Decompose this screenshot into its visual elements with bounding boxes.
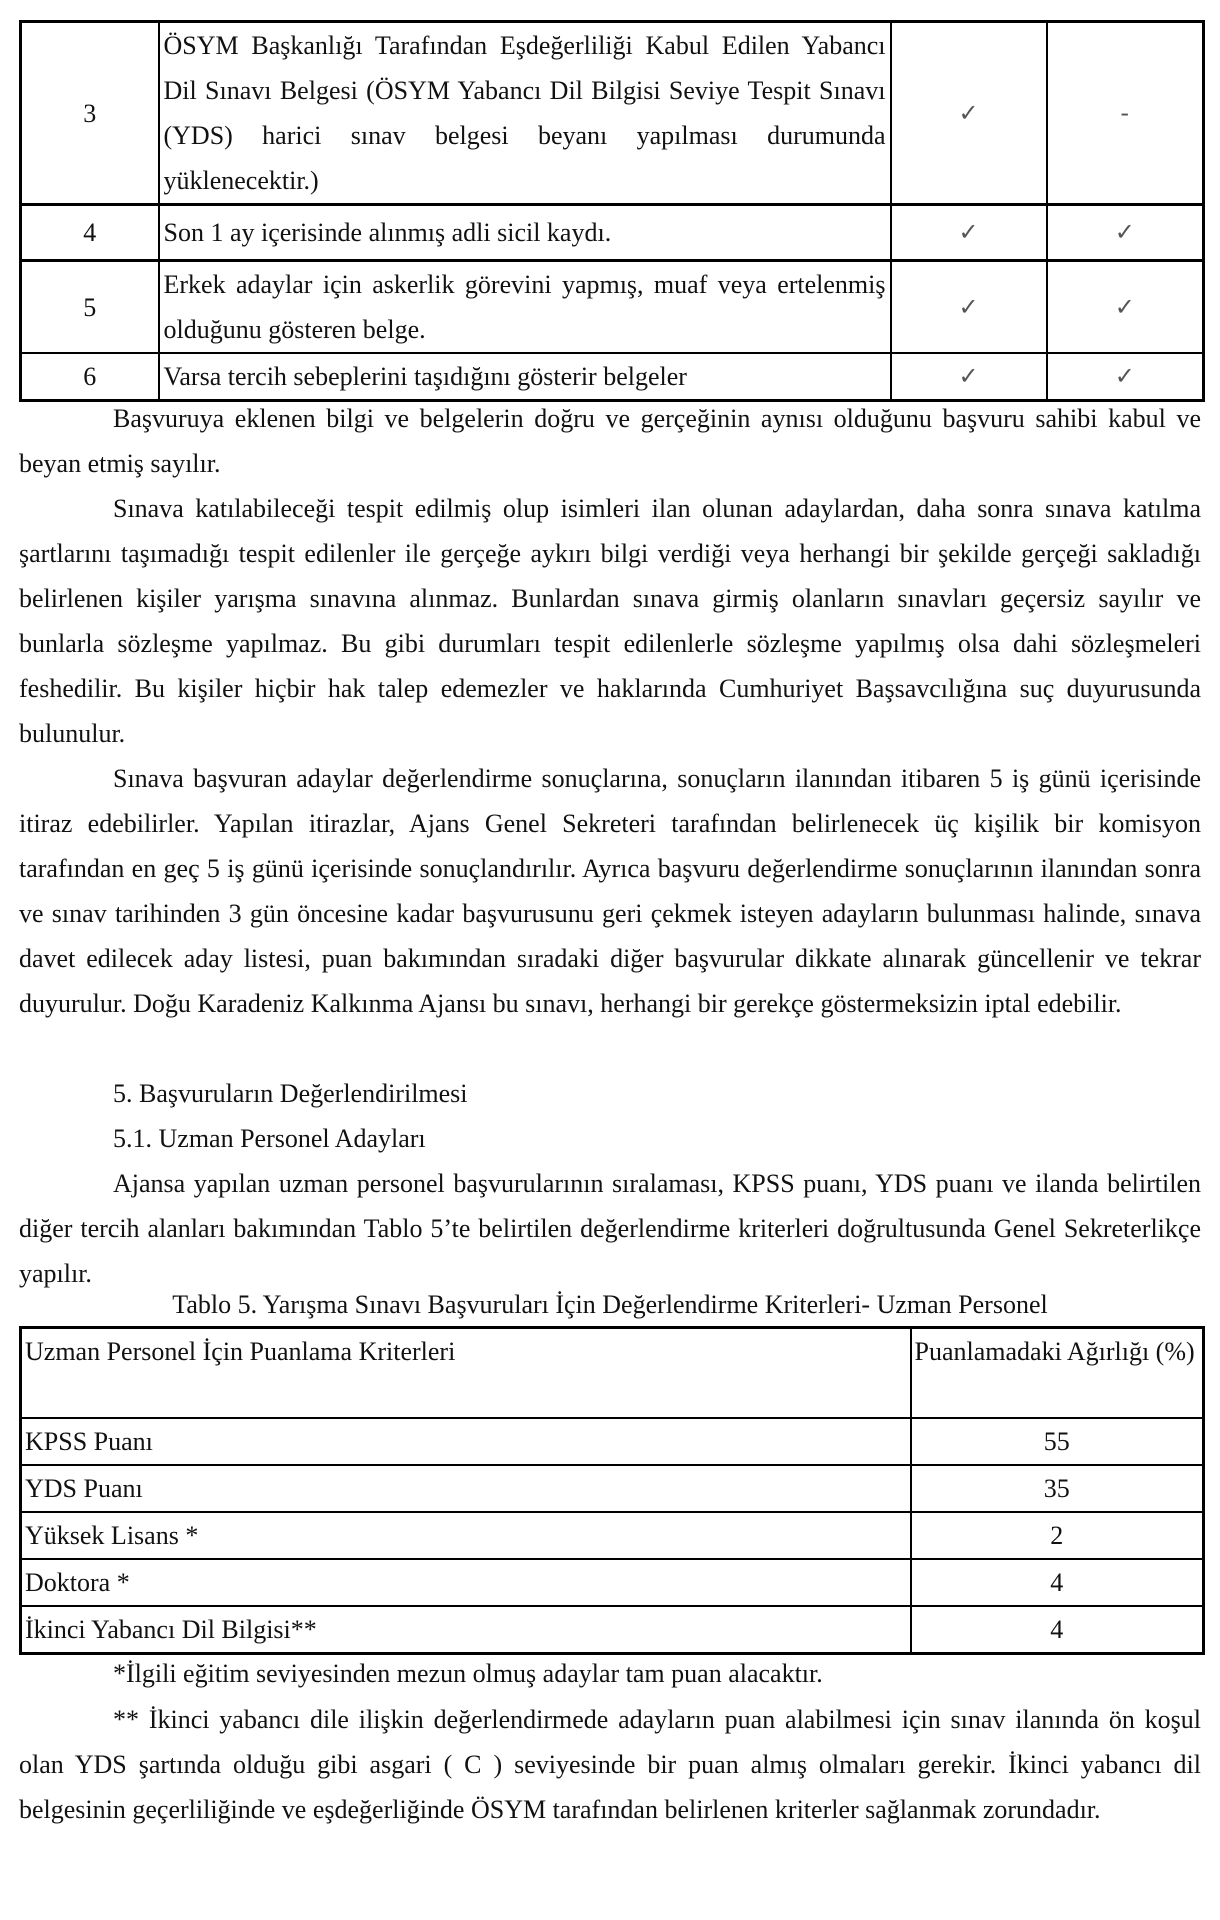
check-icon: ✓ — [891, 205, 1047, 261]
paragraph-disqualification — [19, 486, 1201, 756]
paragraph-text: Başvuruya eklenen bilgi ve belgelerin doğru ve gerçeğinin aynısı olduğunu başvuru sahibi kabul ve beyan etmiş sayılır. — [19, 404, 1201, 478]
criterion-cell: YDS Puanı — [21, 1465, 911, 1512]
row-description: Son 1 ay içerisinde alınmış adli sicil kaydı. — [159, 205, 891, 261]
weight-cell: 4 — [911, 1559, 1204, 1606]
table-row — [21, 22, 1204, 205]
section-heading-5-1: 5.1. Uzman Personel Adayları — [113, 1124, 426, 1153]
header-criteria: Uzman Personel İçin Puanlama Kriterleri — [21, 1328, 911, 1418]
table-row — [21, 1512, 1204, 1559]
row-description: Erkek adaylar için askerlik görevini yapmış, muaf veya ertelenmiş olduğunu gösteren belge. — [159, 261, 891, 354]
row-number: 4 — [21, 205, 159, 261]
row-description: ÖSYM Başkanlığı Tarafından Eşdeğerliliği Kabul Edilen Yabancı Dil Sınavı Belgesi (ÖSYM Yabancı Dil Bilgisi Seviye Tespit Sınavı (YDS) harici sınav belgesi beyanı yapılması durumunda yüklenecektir.) — [159, 22, 891, 205]
row-description: Varsa tercih sebeplerini taşıdığını gösterir belgeler — [159, 353, 891, 401]
header-weight: Puanlamadaki Ağırlığı (%) — [911, 1328, 1204, 1418]
row-number: 5 — [21, 261, 159, 354]
paragraph-ranking — [19, 1161, 1201, 1296]
table-row — [21, 1418, 1204, 1465]
row-number: 6 — [21, 353, 159, 401]
footnote-single-asterisk — [19, 1651, 1201, 1696]
dash-mark: - — [1047, 22, 1204, 205]
footnote-text: *İlgili eğitim seviyesinden mezun olmuş adaylar tam puan alacaktır. — [113, 1659, 823, 1688]
check-icon: ✓ — [891, 261, 1047, 354]
paragraph-objections — [19, 756, 1201, 1026]
table-row — [21, 1465, 1204, 1512]
weight-cell: 55 — [911, 1418, 1204, 1465]
table-row — [21, 261, 1204, 354]
weight-cell: 4 — [911, 1606, 1204, 1654]
footnote-double-asterisk — [19, 1697, 1201, 1832]
paragraph-text: Ajansa yapılan uzman personel başvurularının sıralaması, KPSS puanı, YDS puanı ve ilanda belirtilen diğer tercih alanları bakımından Tablo 5’te belirtilen değerlendirme kriterleri doğrultusunda Genel Sekreterlikçe yapılır. — [19, 1169, 1201, 1288]
check-icon: ✓ — [1047, 205, 1204, 261]
paragraph-declaration — [19, 396, 1201, 486]
table-row — [21, 205, 1204, 261]
table-header-row — [21, 1328, 1204, 1418]
table-row — [21, 353, 1204, 401]
footnote-text: ** İkinci yabancı dile ilişkin değerlendirmede adayların puan alabilmesi için sınav ilanında ön koşul olan YDS şartında olduğu gibi asgari ( C ) seviyesinde bir puan almış olmaları gerekir. İkinci yabancı dil belgesinin geçerliliğinde ve eşdeğerliğinde ÖSYM tarafından belirlenen kriterler sağlanmak zorundadır. — [19, 1705, 1201, 1824]
paragraph-text: Sınava başvuran adaylar değerlendirme sonuçlarına, sonuçların ilanından itibaren 5 iş günü içerisinde itiraz edebilirler. Yapılan itirazlar, Ajans Genel Sekreteri tarafından belirlenecek üç kişilik bir komisyon tarafından en geç 5 iş günü içerisinde sonuçlandırılır. Ayrıca başvuru değerlendirme sonuçlarının ilanından sonra ve sınav tarihinden 3 gün öncesine kadar başvurusunu geri çekmek isteyen adayların bulunması halinde, sınava davet edilecek aday listesi, puan bakımından sıradaki diğer başvurular dikkate alınarak güncellenir ve tekrar duyurulur. Doğu Karadeniz Kalkınma Ajansı bu sınavı, herhangi bir gerekçe göstermeksizin iptal edebilir. — [19, 764, 1201, 1018]
check-icon: ✓ — [891, 353, 1047, 401]
criteria-table — [19, 1326, 1205, 1655]
criterion-cell: İkinci Yabancı Dil Bilgisi** — [21, 1606, 911, 1654]
required-documents-table — [19, 20, 1205, 402]
table-caption: Tablo 5. Yarışma Sınavı Başvuruları İçin Değerlendirme Kriterleri- Uzman Personel — [172, 1290, 1048, 1319]
table-row — [21, 1606, 1204, 1654]
weight-cell: 35 — [911, 1465, 1204, 1512]
row-number: 3 — [21, 22, 159, 205]
weight-cell: 2 — [911, 1512, 1204, 1559]
check-icon: ✓ — [1047, 261, 1204, 354]
criterion-cell: Yüksek Lisans * — [21, 1512, 911, 1559]
table-row — [21, 1559, 1204, 1606]
check-icon: ✓ — [891, 22, 1047, 205]
section-heading-5: 5. Başvuruların Değerlendirilmesi — [113, 1079, 468, 1108]
check-icon: ✓ — [1047, 353, 1204, 401]
criterion-cell: KPSS Puanı — [21, 1418, 911, 1465]
paragraph-text: Sınava katılabileceği tespit edilmiş olup isimleri ilan olunan adaylardan, daha sonra sınava katılma şartlarını taşımadığı tespit edilenler ile gerçeğe aykırı bilgi verdiği veya herhangi bir şekilde gerçeği sakladığı belirlenen kişiler yarışma sınavına alınmaz. Bunlardan sınava girmiş olanların sınavları geçersiz sayılır ve bunlarla sözleşme yapılmaz. Bu gibi durumları tespit edilenlerle sözleşme yapılmış olsa dahi sözleşmeleri feshedilir. Bu kişiler hiçbir hak talep edemezler ve haklarında Cumhuriyet Başsavcılığına suç duyurusunda bulunulur. — [19, 494, 1201, 748]
criterion-cell: Doktora * — [21, 1559, 911, 1606]
